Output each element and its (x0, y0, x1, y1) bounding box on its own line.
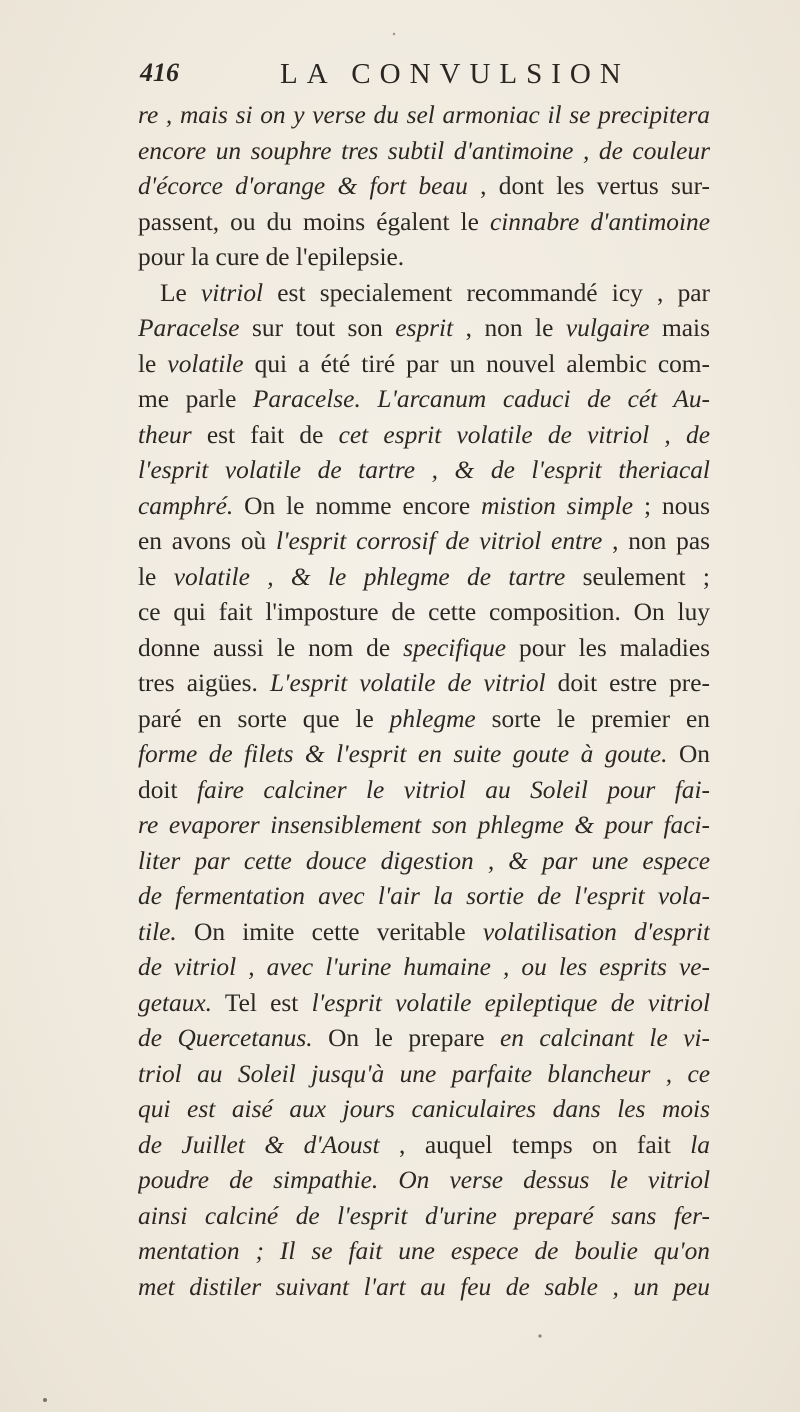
running-title: LA CONVULSION (280, 58, 630, 90)
paper-speck (393, 33, 395, 35)
italic-text-run: re evaporer insensiblement son phlegme & pour faci- (138, 811, 710, 839)
text-line (138, 311, 710, 347)
italic-text-run: met distiler suivant l'art au feu de sable , un peu (138, 1272, 710, 1301)
roman-text-run: le (138, 562, 174, 591)
roman-text-run: , non le (453, 314, 566, 342)
text-line (138, 134, 710, 170)
roman-text-run: est fait de (191, 420, 339, 449)
italic-text-run: de vitriol , avec l'urine humaine , ou les esprits ve- (138, 953, 710, 981)
roman-text-run: On le prepare (312, 1024, 500, 1052)
text-line (138, 808, 710, 844)
text-line (138, 1270, 710, 1306)
text-line (138, 879, 710, 915)
text-line (138, 844, 710, 880)
italic-text-run: poudre de simpathie. On verse dessus le vitriol (138, 1166, 710, 1194)
text-line (138, 702, 710, 738)
italic-text-run: ainsi calciné de l'esprit d'urine preparé sans fer- (138, 1201, 710, 1230)
text-line (138, 915, 710, 951)
text-line (138, 986, 710, 1022)
roman-text-run: en avons où (138, 527, 277, 555)
roman-text-run: On le nomme encore (233, 491, 482, 520)
italic-text-run: triol au Soleil jusqu'à une parfaite blancheur , ce (138, 1059, 710, 1088)
italic-text-run: cinnabre d'antimoine (489, 207, 710, 236)
roman-text-run: ce qui fait l'imposture de cette composition. On luy (138, 598, 710, 626)
italic-text-run: phlegme (389, 704, 476, 733)
roman-text-run: tres aigües. (138, 669, 270, 697)
paper-speck (538, 1334, 541, 1337)
text-line (138, 595, 710, 631)
italic-text-run: L'esprit volatile de vitriol (269, 669, 546, 697)
roman-text-run: Tel est (212, 988, 312, 1017)
text-line (138, 524, 710, 560)
text-line (138, 950, 710, 986)
italic-text-run: mais si on y verse du sel armoniac il se precipitera (179, 101, 710, 129)
text-line (138, 773, 710, 809)
text-line (138, 1199, 710, 1235)
roman-text-run: sorte le premier en (475, 704, 710, 733)
text-line (138, 453, 710, 489)
italic-text-run: getaux. (138, 988, 213, 1017)
roman-text-run: On imite cette veritable (176, 917, 483, 946)
italic-text-run: de Juillet & d'Aoust (138, 1130, 380, 1159)
italic-text-run: forme de filets & l'esprit en suite goute à goute. (138, 740, 668, 768)
text-line (138, 1021, 710, 1057)
roman-text-run: me parle (138, 385, 253, 413)
text-line (138, 1128, 710, 1164)
italic-text-run: camphré. (138, 491, 234, 520)
roman-text-run: donne aussi le nom de (138, 633, 404, 662)
text-line (138, 98, 710, 134)
italic-text-run: encore un souphre tres subtil d'antimoine , de couleur (138, 136, 710, 165)
roman-text-run: pour les maladies (506, 633, 710, 662)
italic-text-run: vulgaire (565, 314, 650, 342)
italic-text-run: volatile (167, 349, 244, 378)
italic-text-run: tile. (138, 917, 177, 946)
text-line (138, 169, 710, 205)
text-line (138, 560, 710, 596)
roman-text-run: Le (160, 278, 201, 307)
text-line (138, 1163, 710, 1199)
page-number: 416 (140, 58, 179, 87)
italic-text-run: esprit (395, 314, 454, 342)
italic-text-run: theur (138, 420, 192, 449)
body-text (138, 98, 710, 1305)
roman-text-run: qui a été tiré par un nouvel alembic com- (243, 349, 710, 378)
italic-text-run: en calcinant le vi- (499, 1024, 710, 1052)
text-line (138, 240, 710, 276)
text-line (138, 205, 710, 241)
italic-text-run: de fermentation avec l'air la sortie de l'esprit vola- (138, 882, 710, 910)
italic-text-run: Paracelse. L'arcanum caduci de cét Au- (252, 385, 710, 413)
roman-text-run: On (667, 740, 710, 768)
italic-text-run: faire calciner le vitriol au Soleil pour fai- (196, 775, 710, 804)
text-line (138, 418, 710, 454)
roman-text-run: paré en sorte que le (138, 704, 390, 733)
paper-speck (43, 1398, 47, 1402)
italic-text-run: qui est aisé aux jours caniculaires dans les mois (138, 1095, 710, 1123)
roman-text-run: , dont les vertus sur- (467, 172, 710, 200)
roman-text-run: le (138, 349, 168, 378)
text-line (138, 382, 710, 418)
italic-text-run: mistion simple (481, 491, 634, 520)
italic-text-run: re , (138, 101, 180, 129)
roman-text-run: , non pas (602, 527, 710, 555)
italic-text-run: l'esprit corrosif de vitriol entre (276, 527, 603, 555)
text-line (138, 347, 710, 383)
roman-text-run: doit estre pre- (545, 669, 710, 697)
text-line (138, 1234, 710, 1270)
roman-text-run: pour la cure de l'epilepsie. (138, 243, 405, 271)
italic-text-run: volatilisation d'esprit (482, 917, 710, 946)
italic-text-run: de Quercetanus. (138, 1024, 313, 1052)
page-header (140, 58, 700, 94)
italic-text-run: volatile , & le phlegme de tartre (173, 562, 566, 591)
text-line (138, 1057, 710, 1093)
italic-text-run: vitriol (201, 278, 264, 307)
roman-text-run: seulement ; (565, 562, 710, 591)
roman-text-run: est specialement recommandé icy , par (263, 278, 710, 307)
italic-text-run: la (690, 1130, 710, 1159)
roman-text-run: passent, ou du moins égalent le (138, 207, 490, 236)
italic-text-run: l'esprit volatile de tartre , & de l'esprit theriacal (138, 456, 710, 484)
text-line (138, 489, 710, 525)
italic-text-run: l'esprit volatile epileptique de vitriol (311, 988, 710, 1017)
roman-text-run: , auquel temps on fait (379, 1130, 691, 1159)
italic-text-run: specifique (403, 633, 507, 662)
text-line (138, 1092, 710, 1128)
text-line (138, 737, 710, 773)
roman-text-run: ; nous (633, 491, 710, 520)
roman-text-run: mais (649, 314, 710, 342)
text-line (138, 276, 710, 312)
text-line (138, 631, 710, 667)
roman-text-run: sur tout son (239, 314, 396, 342)
text-line (138, 666, 710, 702)
italic-text-run: d'écorce d'orange & fort beau (138, 172, 468, 200)
roman-text-run: doit (138, 775, 197, 804)
italic-text-run: Paracelse (138, 314, 240, 342)
italic-text-run: liter par cette douce digestion , & par une espece (138, 846, 710, 875)
italic-text-run: mentation ; Il se fait une espece de boulie qu'on (138, 1237, 710, 1265)
italic-text-run: cet esprit volatile de vitriol , de (338, 420, 710, 449)
